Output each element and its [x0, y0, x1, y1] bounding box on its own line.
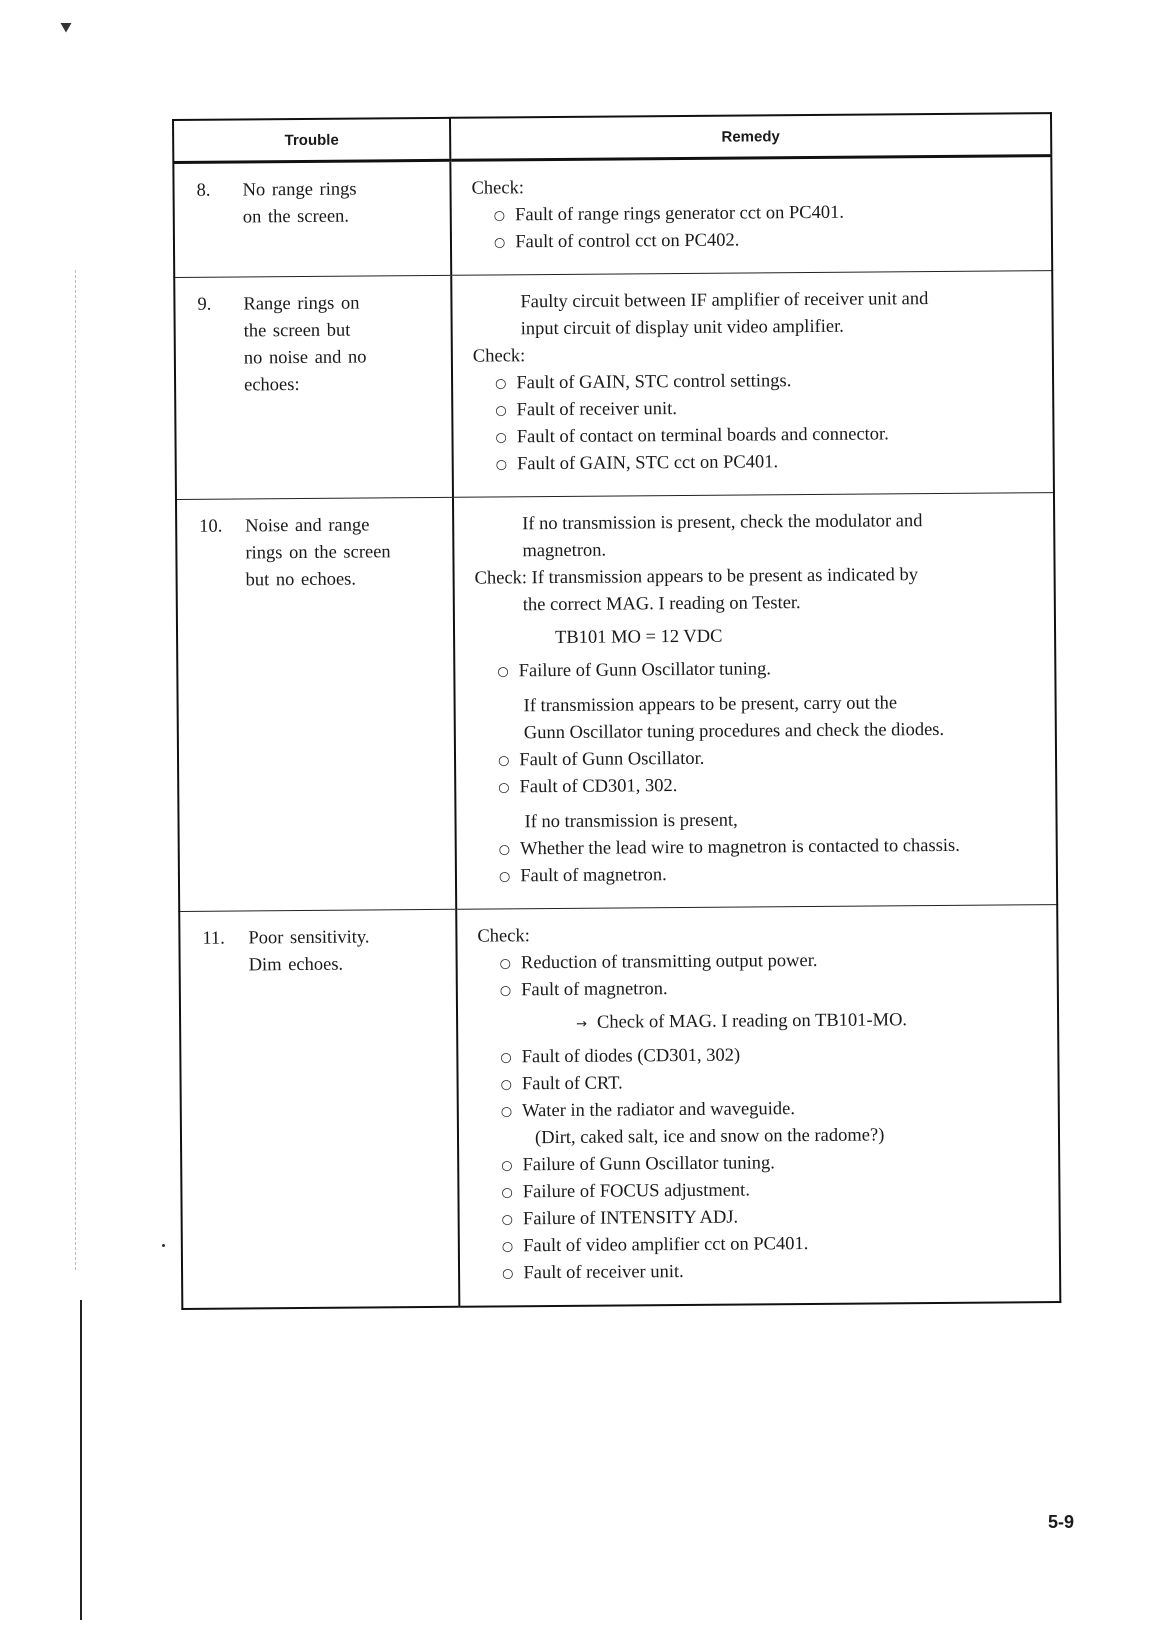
remedy-text-line: the correct MAG. I reading on Tester.: [522, 593, 801, 616]
remedy-text: Fault of GAIN, STC cct on PC401.: [516, 452, 779, 475]
bullet-icon: ○: [495, 376, 507, 392]
remedy-text: Fault of diodes (CD301, 302): [521, 1045, 741, 1068]
scan-edge-rule: [80, 1300, 82, 1620]
remedy-text: Fault of video amplifier cct on PC401.: [523, 1234, 809, 1257]
remedy-text: Fault of magnetron.: [520, 865, 667, 887]
bullet-icon: ○: [495, 403, 507, 419]
trouble-cell: [174, 275, 453, 499]
bullet-icon: ○: [498, 869, 511, 885]
remedy-text: Fault of contact on terminal boards and connector.: [516, 424, 889, 448]
trouble-number: 9.: [197, 294, 212, 315]
bullet-icon: ○: [499, 956, 512, 972]
remedy-text: Fault of magnetron.: [521, 979, 668, 1001]
remedy-text: Fault of range rings generator cct on PC401.: [515, 202, 844, 226]
remedy-text-line: If no transmission is present,: [524, 810, 738, 833]
trouble-cell: [179, 909, 459, 1309]
remedy-bullet-item: [474, 447, 1045, 478]
remedy-text: Fault of receiver unit.: [523, 1262, 684, 1284]
remedy-text-line: Gunn Oscillator tuning procedures and check the diodes.: [523, 719, 945, 744]
remedy-text-line: If transmission appears to be present, carry out the: [523, 693, 898, 717]
remedy-text: Fault of GAIN, STC control settings.: [516, 371, 792, 394]
remedy-text-line: magnetron.: [522, 540, 607, 562]
trouble-text: Range rings on the screen but no noise and no echoes:: [243, 293, 367, 396]
remedy-check-label: Check:: [472, 346, 526, 367]
table-body: [173, 156, 1060, 1309]
remedy-text-line: (Dirt, caked salt, ice and snow on the radome?): [534, 1125, 885, 1149]
trouble-number: 11.: [202, 928, 225, 949]
remedy-text: Fault of Gunn Oscillator.: [519, 748, 705, 771]
trouble-cell: [173, 160, 451, 277]
arrow-right-icon: →: [576, 1016, 588, 1032]
table-row: [174, 271, 1054, 500]
bullet-icon: ○: [497, 753, 510, 769]
bullet-icon: ○: [500, 1050, 512, 1066]
remedy-check-label: Check: If transmission appears to be present as indicated by: [474, 565, 919, 589]
remedy-text: Failure of Gunn Oscillator tuning.: [518, 659, 772, 682]
scan-edge-dots: [75, 270, 77, 1270]
remedy-cell: [453, 493, 1057, 910]
trouble-cell: [176, 497, 456, 911]
trouble-text: Noise and range rings on the screen but no echoes.: [245, 515, 391, 591]
bullet-icon: ○: [501, 1239, 514, 1255]
remedy-arrow-item: [478, 1006, 1049, 1038]
remedy-text: Fault of receiver unit.: [516, 399, 677, 421]
bullet-icon: ○: [497, 664, 509, 680]
remedy-text-line: Faulty circuit between IF amplifier of receiver unit and: [520, 289, 929, 313]
remedy-text: Failure of FOCUS adjustment.: [522, 1180, 750, 1203]
remedy-bullet-item: [477, 859, 1048, 890]
table-row: [179, 905, 1060, 1309]
remedy-text-line: input circuit of display unit video amplifier.: [520, 316, 844, 340]
remedy-bullet-item: [480, 1256, 1051, 1287]
remedy-bullet-item: [476, 770, 1047, 801]
remedy-text: Check of MAG. I reading on TB101-MO.: [596, 1010, 908, 1033]
bullet-icon: ○: [493, 208, 506, 224]
bullet-icon: ○: [498, 780, 510, 796]
bullet-icon: ○: [493, 235, 506, 251]
trouble-number: 8.: [196, 180, 211, 201]
page-number: 5-9: [1048, 1512, 1075, 1532]
remedy-check-label: Check:: [477, 926, 530, 947]
remedy-bullet-item: [472, 225, 1043, 256]
remedy-check-label: Check:: [471, 178, 525, 199]
remedy-text: Reduction of transmitting output power.: [520, 950, 818, 974]
troubleshooting-table: [172, 112, 1061, 1310]
table-row: [176, 493, 1057, 912]
remedy-text: Whether the lead wire to magnetron is contacted to chassis.: [520, 835, 960, 860]
bullet-icon: ○: [501, 1158, 513, 1174]
remedy-bullet-item: [475, 654, 1046, 685]
remedy-bullet-item: [478, 973, 1049, 1004]
remedy-text: Failure of INTENSITY ADJ.: [522, 1207, 739, 1230]
scan-mark-icon: ⯆: [58, 16, 74, 40]
bullet-icon: ○: [500, 1104, 513, 1120]
remedy-cell: [450, 156, 1052, 276]
bullet-icon: ○: [500, 1077, 512, 1093]
trouble-number: 10.: [199, 516, 223, 537]
table-row: [173, 156, 1052, 278]
header-remedy: Remedy: [450, 113, 1051, 160]
header-trouble: Trouble: [173, 118, 450, 163]
remedy-text: Water in the radiator and waveguide.: [522, 1099, 796, 1122]
bullet-icon: ○: [499, 983, 512, 999]
trouble-text: No range rings on the screen.: [242, 179, 357, 228]
remedy-text: Fault of control cct on PC402.: [515, 230, 740, 253]
stray-dot: [162, 1244, 165, 1247]
bullet-icon: ○: [498, 842, 511, 858]
bullet-icon: ○: [495, 457, 508, 473]
bullet-icon: ○: [501, 1212, 514, 1228]
remedy-cell: [456, 905, 1060, 1307]
remedy-text: Failure of Gunn Oscillator tuning.: [522, 1153, 775, 1176]
bullet-icon: ○: [502, 1266, 514, 1282]
trouble-text: Poor sensitivity. Dim echoes.: [248, 927, 370, 976]
remedy-text: Fault of CD301, 302.: [519, 776, 678, 798]
remedy-text: Fault of CRT.: [521, 1073, 623, 1095]
remedy-cell: [451, 271, 1054, 498]
bullet-icon: ○: [495, 430, 507, 446]
remedy-text-line: TB101 MO = 12 VDC: [555, 626, 723, 649]
table-header-row: [173, 113, 1051, 162]
bullet-icon: ○: [501, 1185, 513, 1201]
remedy-text-line: If no transmission is present, check the modulator and: [522, 511, 923, 535]
